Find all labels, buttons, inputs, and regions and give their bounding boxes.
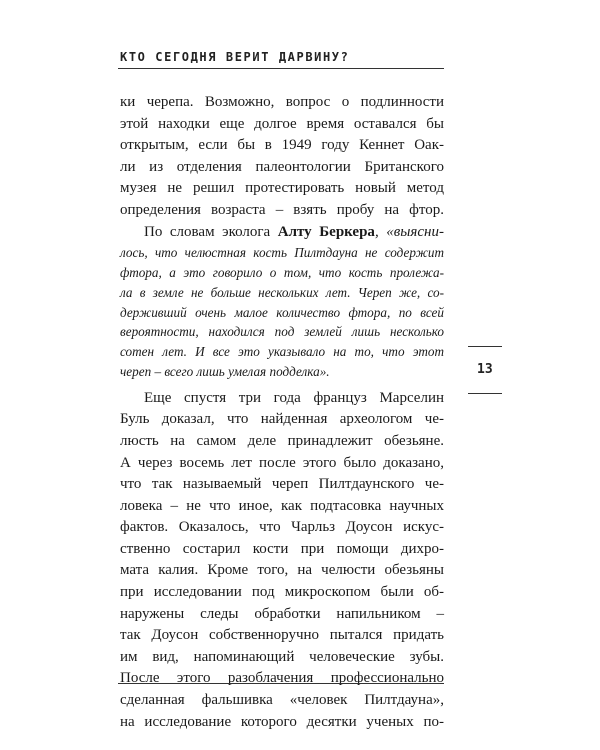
page-body bbox=[120, 92, 444, 733]
text-line: Еще спустя три года француз Марселин bbox=[144, 389, 444, 406]
text-line: ли из отделения палеонтологии Британского bbox=[120, 158, 444, 175]
paragraph-3 bbox=[120, 388, 444, 734]
text-line: на исследование которого десятки ученых по- bbox=[120, 713, 444, 730]
running-header: КТО СЕГОДНЯ ВЕРИТ ДАРВИНУ? bbox=[120, 50, 350, 64]
quote-line: сотен лет. И все это указывало на то, что этот bbox=[120, 344, 444, 360]
text-line: люсть на самом деле принадлежит обезьяне. bbox=[120, 432, 444, 449]
text-line: этой находки еще долгое время оставался бы bbox=[120, 115, 444, 132]
text-line bbox=[120, 222, 444, 244]
text-line: А через восемь лет после этого было доказано, bbox=[120, 454, 444, 471]
text-line: определения возраста – взять пробу на фтор. bbox=[120, 201, 444, 218]
text-line: при исследовании под микроскопом были об- bbox=[120, 584, 444, 601]
quote-start: , «выясни- bbox=[374, 223, 444, 240]
quote-block bbox=[120, 243, 444, 382]
quote-line: вероятности, находился под землей лишь несколько bbox=[120, 324, 444, 340]
text-line: открытым, если бы в 1949 году Кеннет Оак- bbox=[120, 137, 444, 154]
quote-line: лось, что челюстная кость Пилтдауна не содержит bbox=[120, 245, 444, 261]
page-number-rule-top bbox=[468, 346, 502, 347]
quote-line: ла в земле не больше нескольких лет. Череп же, со- bbox=[120, 284, 444, 300]
text-line: ловека – не что иное, как подтасовка научных bbox=[120, 497, 444, 514]
quote-line: череп – всего лишь умелая подделка». bbox=[120, 363, 330, 379]
text-line: Буль доказал, что найденная археологом че- bbox=[120, 411, 444, 428]
page-number: 13 bbox=[477, 362, 493, 377]
header-rule bbox=[118, 68, 444, 69]
text-line: После этого разоблачения профессионально bbox=[120, 670, 444, 687]
paragraph-2 bbox=[120, 222, 444, 382]
page-number-rule-bottom bbox=[468, 393, 502, 394]
ecologist-name: Алту Беркера bbox=[277, 223, 375, 240]
text-line: сделанная фальшивка «человек Пилтдауна», bbox=[120, 692, 444, 709]
text-line: фактов. Оказалось, что Чарльз Доусон искус- bbox=[120, 519, 444, 536]
text-line: им вид, напоминающий человеческие зубы. bbox=[120, 648, 444, 665]
paragraph-lead: По словам эколога bbox=[144, 223, 278, 240]
text-line: мата калия. Кроме того, на челюсти обезьяны bbox=[120, 562, 444, 579]
text-line: наружены следы обработки напильником – bbox=[120, 605, 444, 622]
text-line: ственно состарил кости при помощи дихро- bbox=[120, 540, 444, 557]
text-line: так Доусон собственноручно пытался придать bbox=[120, 627, 444, 644]
text-line: музея не решил протестировать новый метод bbox=[120, 180, 444, 197]
text-line: ки черепа. Возможно, вопрос о подлинности bbox=[120, 94, 444, 110]
quote-line: фтора, а это говорило о том, что кость пролежа- bbox=[120, 264, 444, 280]
footer-rule bbox=[118, 683, 444, 684]
quote-line: держивший очень малое количество фтора, по всей bbox=[120, 304, 444, 320]
text-line: что так называемый череп Пилтдаунского че- bbox=[120, 476, 444, 493]
paragraph-1 bbox=[120, 92, 444, 222]
